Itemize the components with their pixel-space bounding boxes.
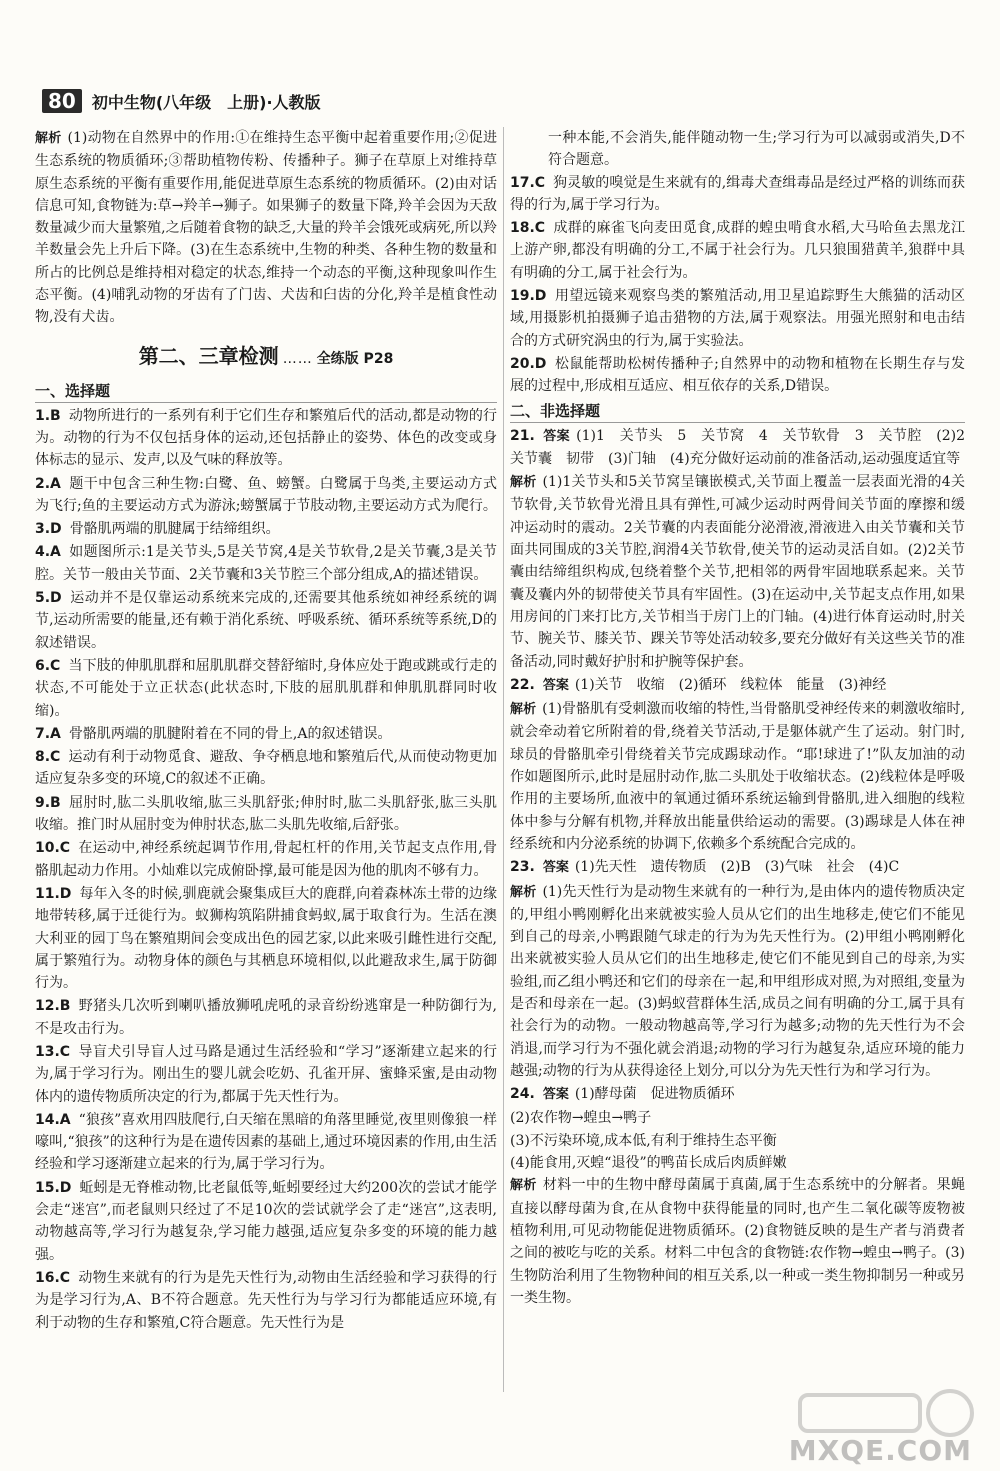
answer-label: 答案 bbox=[542, 677, 569, 693]
choice-text: 屈肘时,肱二头肌收缩,肱三头肌舒张;伸肘时,肱二头肌舒张,肱三头肌收缩。推门时从屈肘变为伸肘状态,肱二头肌先收缩,后舒张。 bbox=[35, 794, 497, 834]
question-24 bbox=[510, 1083, 965, 1309]
answer-line: (4)能食用,灭蝗“退役”的鸭苗长成后肉质鲜嫩 bbox=[510, 1155, 787, 1172]
choice-number: 18.C bbox=[510, 220, 546, 237]
choice-item bbox=[35, 473, 497, 518]
choice-item bbox=[35, 1267, 497, 1334]
answer-label: 答案 bbox=[542, 428, 571, 444]
choice-item bbox=[35, 1177, 497, 1266]
qnum-21: 21. bbox=[510, 427, 535, 444]
choice-item bbox=[35, 518, 497, 540]
column-divider bbox=[503, 127, 504, 1392]
analysis-22 bbox=[510, 698, 965, 855]
choice-text: 野猪头几次听到喇叭播放狮吼虎吼的录音纷纷逃窜是一种防御行为,不是攻击行为。 bbox=[35, 998, 497, 1037]
choice-list bbox=[35, 405, 497, 1334]
choice-text: 当下肢的伸肌肌群和屈肌肌群交替舒缩时,身体应处于跑或跳或行走的状态,不可能处于立正状态(此状态时,下肢的屈肌肌群和伸肌肌群同时收缩)。 bbox=[35, 657, 497, 719]
qnum-24: 24. bbox=[510, 1086, 535, 1103]
choice-text: “狼孩”喜欢用四肢爬行,白天缩在黑暗的角落里睡觉,夜里则像狼一样嚎叫,“狼孩”的这种行为是在遗传因素的基础上,通过环境因素的作用,由生活经验和学习逐渐建立起来的行为,属于学习行为。 bbox=[35, 1111, 497, 1173]
choice-number: 1.B bbox=[35, 407, 61, 424]
choice-number: 15.D bbox=[35, 1179, 72, 1196]
choice-text: 蚯蚓是无脊椎动物,比老鼠低等,蚯蚓要经过大约200次的尝试才能学会走“迷宫”,而老鼠则只经过了不足10次的尝试就学会了走“迷宫”,这表明,动物越高等,学习行为越复杂,学习能力越强,适应复杂多变的环境的能力越强。 bbox=[35, 1179, 497, 1263]
answer-text: (1)酵母菌 促进物质循环 bbox=[574, 1086, 735, 1103]
choice-text: 动物生来就有的行为是先天性行为,动物由生活经验和学习获得的行为是学习行为,A、B不符合题意。先天性行为与学习行为都能适应环境,有利于动物的生存和繁殖,C符合题意。先天性行为是 bbox=[35, 1269, 497, 1331]
choice-number: 17.C bbox=[510, 174, 546, 191]
analysis-label: 解析 bbox=[510, 475, 537, 491]
question-21 bbox=[510, 425, 979, 673]
question-23 bbox=[510, 856, 965, 1082]
continued-text: 一种本能,不会消失,能伴随动物一生;学习行为可以减弱或消失,D不符合题意。 bbox=[548, 130, 965, 169]
choice-number: 13.C bbox=[35, 1043, 71, 1060]
choice-item bbox=[510, 217, 965, 284]
choice-item bbox=[35, 1109, 497, 1176]
choice-number: 20.D bbox=[510, 355, 547, 372]
analysis-label: 解析 bbox=[510, 702, 537, 718]
choice-number: 10.C bbox=[35, 840, 71, 857]
section-dots: …… bbox=[282, 350, 313, 367]
question-22 bbox=[510, 674, 965, 855]
analysis-23 bbox=[510, 881, 965, 1083]
choice-number: 7.A bbox=[35, 725, 61, 742]
choice-text: 松鼠能帮助松树传播种子;自然界中的动物和植物在长期生存与发展的过程中,形成相互适应、相互依存的关系,D错误。 bbox=[510, 355, 965, 395]
answer-text: (1)先天性 遗传物质 (2)B (3)气味 社会 (4)C bbox=[574, 859, 900, 876]
choice-number: 8.C bbox=[35, 749, 61, 766]
choice-text: 动物所进行的一系列有利于它们生存和繁殖后代的活动,都是动物的行为。动物的行为不仅包括身体的运动,还包括静止的姿势、体色的改变或身体标志的显示、发声,以及气味的释放等。 bbox=[35, 407, 497, 469]
choice-number: 12.B bbox=[35, 998, 71, 1015]
choice-item bbox=[35, 587, 497, 654]
book-title: 初中生物(八年级 上册)·人教版 bbox=[91, 92, 321, 112]
choice-item bbox=[510, 285, 965, 352]
choice-number: 14.A bbox=[35, 1111, 71, 1128]
analysis-text: (1)先天性行为是动物生来就有的一种行为,是由体内的遗传物质决定的,甲组小鸭刚孵化出来就被实验人员从它们的出生地移走,使它们不能见到自己的母亲,小鸭跟随气球走的行为为先天性行为。(2)甲组小鸭刚孵化出来就被实验人员从它们的出生地移走,使它们不能见到自己的母亲,为实验组,而乙组小鸭还和它们的母亲在一起,和甲组形成对照,为对照组,变量为是否和母亲在一起。(3)蚂蚁营群体生活,成员之间有明确的分工,属于具有社会行为的动物。一般动物越高等,学习行为越多;动物的先天性行为不会消退,而学习行为不强化就会消退;动物的学习行为越复杂,适应环境的能力越强;动物的行为从获得途径上划分,可以分为先天性行为和学习行为。 bbox=[510, 883, 965, 1079]
answer-label: 答案 bbox=[542, 860, 569, 876]
answer-line: (3)不污染环境,成本低,有利于维持生态平衡 bbox=[510, 1132, 777, 1149]
choice-item bbox=[510, 172, 965, 217]
answer-21 bbox=[510, 425, 979, 471]
qnum-22: 22. bbox=[510, 676, 535, 693]
choice-item bbox=[35, 792, 497, 837]
analysis-text: (1)1关节头和5关节窝呈镶嵌模式,关节面上覆盖一层表面光滑的4关节软骨,关节软骨光滑且具有弹性,可减少运动时两骨间关节面的摩擦和缓冲运动时的震动。2关节囊的内表面能分泌滑液,滑液进入由关节囊和关节面共同围成的3关节腔,润滑4关节软骨,使关节的运动灵活自如。(2)2关节囊由结缔组织构成,包绕着整个关节,把相邻的两骨牢固地联系起来。关节囊及囊内外的韧带使关节具有牢固性。(3)在运动中,关节起支点作用,如果用房间的门来打比方,关节相当于房门上的门轴。(4)进行体育运动时,肘关节、腕关节、膝关节、踝关节等处活动较多,要充分做好有关这些关节的准备活动,同时戴好护肘和护腕等保护套。 bbox=[510, 474, 965, 670]
choice-text: 狗灵敏的嗅觉是生来就有的,缉毒犬查缉毒品是经过严格的训练而获得的行为,属于学习行为。 bbox=[510, 174, 965, 213]
choice-heading: 一、选择题 bbox=[35, 380, 497, 403]
answer-line: (2)农作物→蝗虫→鸭子 bbox=[510, 1110, 652, 1127]
right-column bbox=[510, 127, 979, 1310]
choice-text: 用望远镜来观察鸟类的繁殖活动,用卫星追踪野生大熊猫的活动区域,用摄影机拍摄狮子追击猎物的方法,属于观察法。用强光照射和电击结合的方式研究涡虫的行为,属于实验法。 bbox=[510, 288, 965, 349]
choice-text: 如题图所示:1是关节头,5是关节窝,4是关节软骨,2是关节囊,3是关节腔。关节一般由关节面、2关节囊和3关节腔三个部分组成,A的描述错误。 bbox=[35, 544, 497, 583]
choice-number: 3.D bbox=[35, 521, 62, 538]
page-header bbox=[42, 88, 321, 114]
choice-text: 运动有利于动物觅食、避敌、争夺栖息地和繁殖后代,从而使动物更加适应复杂多变的环境,C的叙述不正确。 bbox=[35, 749, 497, 788]
qnum-23: 23. bbox=[510, 859, 535, 876]
choice-number: 9.B bbox=[35, 794, 61, 811]
choice-item bbox=[35, 746, 497, 791]
choice-item bbox=[35, 655, 497, 722]
choice-number: 11.D bbox=[35, 885, 72, 902]
choice-item bbox=[35, 883, 497, 994]
choice-number: 2.A bbox=[35, 475, 61, 492]
page-number: 80 bbox=[42, 89, 82, 113]
analysis-text: 材料一中的生物中酵母菌属于真菌,属于生态系统中的分解者。果蝇直接以酵母菌为食,在从食物中获得能量的同时,也产生二氧化碳等废物被植物利用,可见动物能促进物质循环。(2)食物链反映的是生产者与消费者之间的被吃与吃的关系。材料二中包含的食物链:农作物→蝗虫→鸭子。(3)生物防治利用了生物物种间的相互关系,以一种或一类生物抑制另一种或另一类生物。 bbox=[510, 1177, 965, 1306]
choice-text: 每年入冬的时候,驯鹿就会聚集成巨大的鹿群,向着森林冻土带的边缘地带转移,属于迁徙行为。蚁狮构筑陷阱捕食蚂蚁,属于取食行为。生活在澳大利亚的园丁鸟在繁殖期间会变成出色的园艺家,以此来吸引雌性进行交配,属于繁殖行为。动物身体的颜色与其栖息环境相似,以此避敌求生,属于防御行为。 bbox=[35, 885, 497, 992]
choice-item bbox=[35, 1041, 497, 1108]
analysis-label: 解析 bbox=[510, 884, 537, 900]
analysis-label: 解析 bbox=[35, 131, 62, 146]
choice-text: 在运动中,神经系统起调节作用,骨起杠杆的作用,关节起支点作用,骨骼肌起动力作用。小灿难以完成俯卧撑,最可能是因为他的肌肉不够有力。 bbox=[35, 840, 497, 879]
nonchoice-heading: 二、非选择题 bbox=[510, 400, 965, 423]
left-column bbox=[35, 127, 497, 1335]
choice-number: 16.C bbox=[35, 1269, 71, 1286]
analysis-label: 解析 bbox=[510, 1178, 537, 1194]
choice-text: 骨骼肌两端的肌腱附着在不同的骨上,A的叙述错误。 bbox=[68, 725, 392, 742]
analysis-21 bbox=[510, 471, 965, 673]
section-title bbox=[35, 343, 497, 372]
choice-item bbox=[510, 353, 965, 398]
analysis-text: (1)骨骼肌有受刺激而收缩的特性,当骨骼肌受神经传来的刺激收缩时,就会牵动着它所附着的骨,绕着关节活动,于是躯体就产生了运动。射门时,球员的骨骼肌牵引骨绕着关节完成踢球动作。“耶!球进了!”队友加油的动作如题图所示,此时是屈肘动作,肱二头肌处于收缩状态。(2)线粒体是呼吸作用的主要场所,血液中的氧通过循环系统运输到骨骼肌,进入细胞的线粒体中参与分解有机物,并释放出能量供给运动的需要。(3)踢球是人体在神经系统和内分泌系统的协调下,依赖多个系统配合完成的。 bbox=[510, 701, 965, 852]
answer-text: (1)1 关节头 5 关节窝 4 关节软骨 3 关节腔 (2)2 关节囊 韧带 (3)门轴 (4)充分做好运动前的准备活动,运动强度适宜等 bbox=[510, 427, 979, 467]
analysis-24 bbox=[510, 1174, 965, 1309]
analysis-paragraph bbox=[35, 127, 497, 329]
choice-item bbox=[35, 541, 497, 586]
answer-label: 答案 bbox=[542, 1087, 569, 1103]
choice-item bbox=[35, 837, 497, 882]
answer-22 bbox=[510, 674, 965, 697]
choice-text: 导盲犬引导盲人过马路是通过生活经验和“学习”逐渐建立起来的行为,属于学习行为。刚出生的婴儿就会吃奶、孔雀开屏、蜜蜂采蜜,是由动物体内的遗传物质所决定的行为,都属于先天性行为。 bbox=[35, 1043, 497, 1105]
watermark-text: MXQE.COM bbox=[788, 1434, 972, 1467]
choice-item bbox=[35, 405, 497, 472]
section-title-text: 第二、三章检测 bbox=[138, 343, 279, 368]
choice-number: 4.A bbox=[35, 544, 61, 561]
choice-text: 成群的麻雀飞向麦田觅食,成群的蝗虫啃食水稻,大马哈鱼去黑龙江上游产卵,都没有明确的分工,不属于社会行为。几只狼围猎黄羊,狼群中具有明确的分工,属于社会行为。 bbox=[510, 220, 965, 281]
choice-number: 5.D bbox=[35, 590, 62, 607]
answer-24 bbox=[510, 1083, 965, 1106]
choice-number: 19.D bbox=[510, 288, 547, 305]
choice-text: 骨骼肌两端的肌腱属于结缔组织。 bbox=[69, 521, 280, 538]
choice-text: 运动并不是仅靠运动系统来完成的,还需要其他系统如神经系统的调节,运动所需要的能量,还有赖于消化系统、呼吸系统、循环系统等系统,D的叙述错误。 bbox=[35, 590, 497, 651]
choice-text: 题干中包含三种生物:白鹭、鱼、螃蟹。白鹭属于鸟类,主要运动方式为飞行;鱼的主要运动方式为游泳;螃蟹属于节肢动物,主要运动方式为爬行。 bbox=[35, 475, 497, 514]
section-ref: 全练版 P28 bbox=[316, 350, 394, 367]
choice-item bbox=[35, 995, 497, 1040]
analysis-text: (1)动物在自然界中的作用:①在维持生态平衡中起着重要作用;②促进生态系统的物质循环;③帮助植物传粉、传播种子。狮子在草原上对维持草原生态系统的平衡有重要作用,能促进草原生态系统的物质循环。(2)由对话信息可知,食物链为:草→羚羊→狮子。如果狮子的数量下降,羚羊会因为天敌数量减少而大量繁殖,之后随着食物的缺乏,大量的羚羊会饿死或病死,所以羚羊数量会先上升后下降。(3)在生态系统中,生物的种类、各种生物的数量和所占的比例总是维持相对稳定的状态,维持一个动态的平衡,这种现象叫作生态平衡。(4)哺乳动物的牙齿有了门齿、犬齿和臼齿的分化,羚羊是植食性动物,没有犬齿。 bbox=[35, 130, 497, 326]
right-choice-list bbox=[510, 172, 965, 398]
answer-23 bbox=[510, 856, 965, 879]
choice-number: 6.C bbox=[35, 657, 61, 674]
choice-item bbox=[35, 723, 497, 745]
answer-text: (1)关节 收缩 (2)循环 线粒体 能量 (3)神经 bbox=[574, 676, 887, 693]
